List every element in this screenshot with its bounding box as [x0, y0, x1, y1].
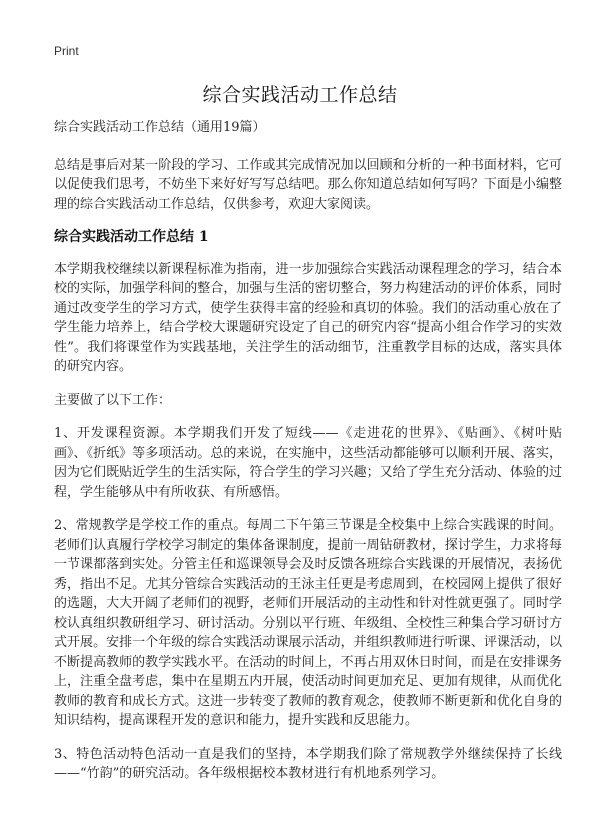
- body-paragraph-5: 3、特色活动特色活动一直是我们的坚持，本学期我们除了常规教学外继续保持了长线——“竹韵”的研究活动。各年级根据校本教材进行有机地系列学习。: [54, 746, 562, 781]
- section-heading: 综合实践活动工作总结 1: [54, 229, 209, 245]
- document-subtitle: 综合实践活动工作总结（通用19篇）: [54, 120, 266, 135]
- document-title: 综合实践活动工作总结: [202, 84, 398, 106]
- body-paragraph-3: 1、开发课程资源。本学期我们开发了短线——《走进花的世界》、《贴画》、《树叶贴画》、《折纸》等多项活动。总的来说，在实施中，这些活动都能够可以顺利开展、落实，因为它们既贴近学生的生活实际，符合学生的学习兴趣；又给了学生充分活动、体验的过程，学生能够从中有所收获、有所感悟。: [54, 426, 562, 500]
- body-paragraph-1: 本学期我校继续以新课程标准为指南，进一步加强综合实践活动课程理念的学习，结合本校的实际，加强学科间的整合，加强与生活的密切整合，努力构建活动的评价体系，同时通过改变学生的学习方式，使学生获得丰富的经验和真切的体验。我们的活动重心放在了学生能力培养上，结合学校大课题研究设定了自己的研究内容“提高小组合作学习的实效性”。我们将课堂作为实践基地，关注学生的活动细节，注重教学目标的达成，落实具体的研究内容。: [54, 261, 562, 374]
- document-body: [54, 118, 562, 798]
- print-link[interactable]: Print: [54, 44, 79, 58]
- body-paragraph-4: 2、常规教学是学校工作的重点。每周二下午第三节课是全校集中上综合实践课的时间。老师们认真履行学校学习制定的集体备课制度，提前一周钻研教材，探讨学生，力求将每一节课都落到实处。分管主任和巡课领导会及时反馈各班综合实践课的开展情况，表扬优秀，指出不足。尤其分管综合实践活动的王泳主任更是考虑周到，在校园网上提供了很好的选题，大大开阔了老师们的视野，老师们开展活动的主动性和针对性就更强了。同时学校认真组织教研组学习、研讨活动。分别以平行班、年级组、全校性三种集合学习研讨方式开展。安排一个年级的综合实践活动课展示活动，并组织教师进行听课、评课活动，以不断提高教师的教学实践水平。在活动的时间上，不再占用双休日时间，而是在安排课务上，注重全盘考虑，集中在星期五内开展，使活动时间更加充足、更加有规律，从而优化教师的教育和成长方式。这进一步转变了教师的教育观念，使教师不断更新和优化自身的知识结构，提高课程开发的意识和能力，提升实践和反思能力。: [54, 518, 562, 728]
- body-paragraph-2: 主要做了以下工作：: [54, 392, 172, 408]
- intro-paragraph: 总结是事后对某一阶段的学习、工作或其完成情况加以回顾和分析的一种书面材料，它可以促使我们思考，不妨坐下来好好写写总结吧。那么你知道总结如何写吗？下面是小编整理的综合实践活动工作总结，仅供参考，欢迎大家阅读。: [54, 157, 562, 212]
